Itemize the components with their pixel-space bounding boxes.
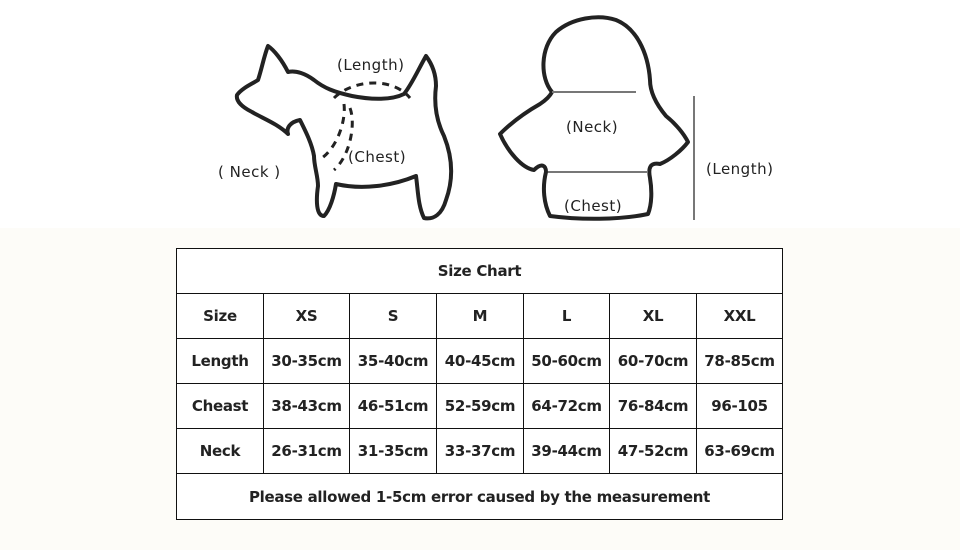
header-row	[177, 294, 783, 339]
table-cell: 78-85cm	[697, 339, 783, 384]
dog-chest-label: (Chest)	[348, 148, 407, 166]
size-chart-table	[176, 248, 783, 520]
chart-footnote: Please allowed 1-5cm error caused by the measurement	[177, 474, 783, 520]
header-cell: XXL	[697, 294, 783, 339]
table-cell: 50-60cm	[524, 339, 610, 384]
table-cell: 63-69cm	[697, 429, 783, 474]
table-cell: 60-70cm	[610, 339, 697, 384]
garment-length-label: (Length)	[706, 160, 774, 178]
table-cell: 47-52cm	[610, 429, 697, 474]
table-row	[177, 384, 783, 429]
row-label: Length	[177, 339, 264, 384]
garment-neck-label: (Neck)	[566, 118, 619, 136]
measurement-illustration	[0, 0, 960, 230]
dog-length-label: (Length)	[337, 56, 405, 74]
table-cell: 35-40cm	[350, 339, 437, 384]
table-cell: 40-45cm	[437, 339, 524, 384]
table-cell: 33-37cm	[437, 429, 524, 474]
header-cell: M	[437, 294, 524, 339]
row-label: Cheast	[177, 384, 264, 429]
table-cell: 31-35cm	[350, 429, 437, 474]
dog-neck-label: ( Neck )	[218, 163, 281, 181]
table-row	[177, 429, 783, 474]
table-cell: 76-84cm	[610, 384, 697, 429]
table-cell: 30-35cm	[264, 339, 350, 384]
header-cell: L	[524, 294, 610, 339]
header-cell: S	[350, 294, 437, 339]
table-cell: 46-51cm	[350, 384, 437, 429]
header-cell: Size	[177, 294, 264, 339]
chart-title: Size Chart	[177, 249, 783, 294]
table-cell: 26-31cm	[264, 429, 350, 474]
garment-chest-label: (Chest)	[564, 197, 623, 215]
table-cell: 38-43cm	[264, 384, 350, 429]
table-row	[177, 339, 783, 384]
header-cell: XL	[610, 294, 697, 339]
header-cell: XS	[264, 294, 350, 339]
table-cell: 52-59cm	[437, 384, 524, 429]
table-cell: 39-44cm	[524, 429, 610, 474]
table-cell: 96-105	[697, 384, 783, 429]
table-cell: 64-72cm	[524, 384, 610, 429]
row-label: Neck	[177, 429, 264, 474]
